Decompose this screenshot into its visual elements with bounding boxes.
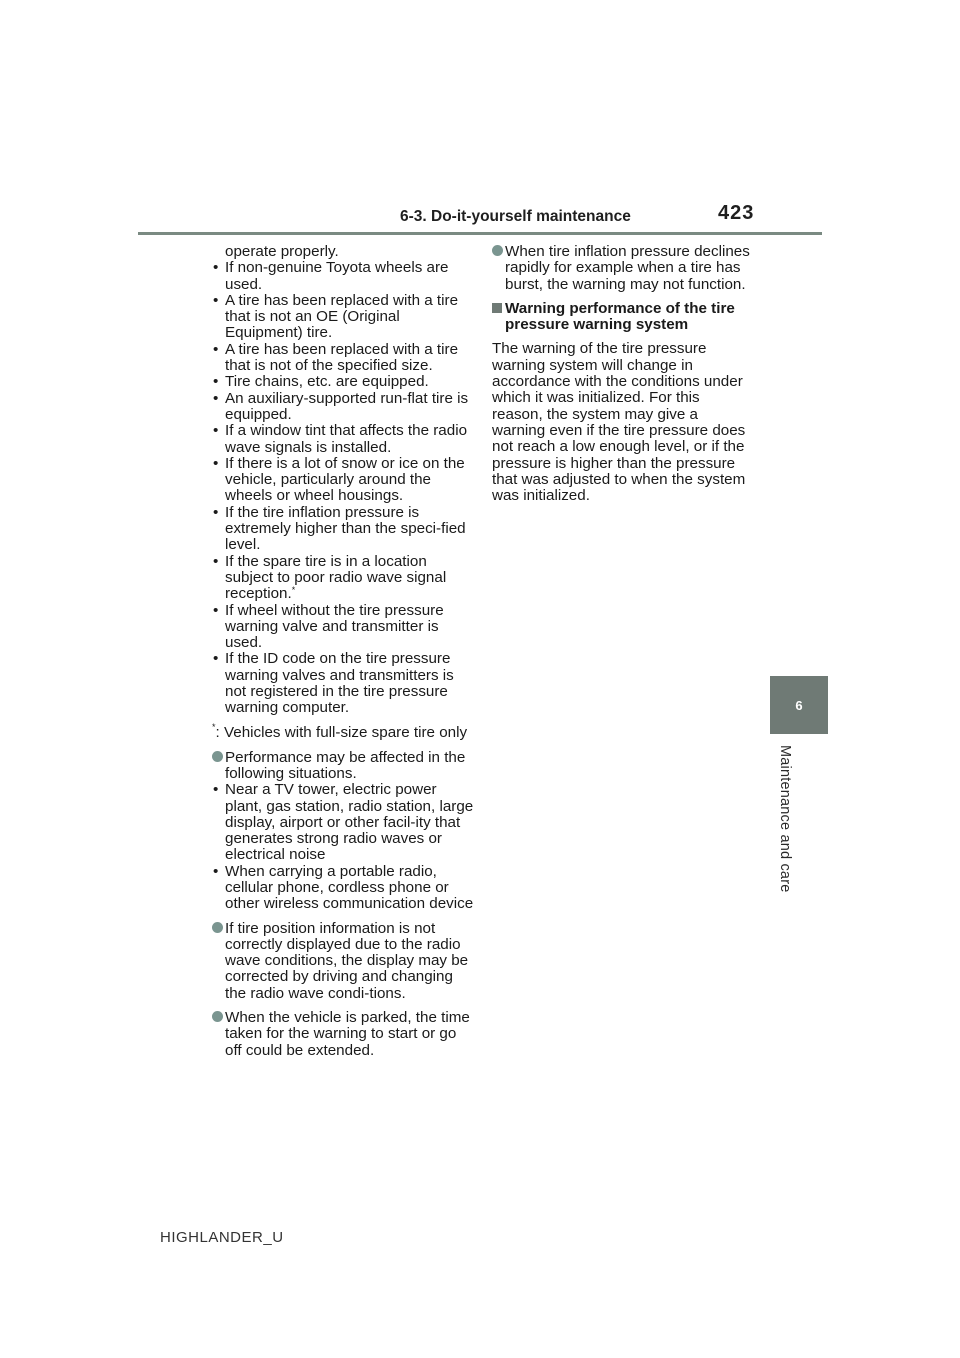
page-number: 423	[718, 202, 755, 224]
right-column	[492, 244, 754, 504]
circle-bullet-icon	[492, 245, 503, 256]
circle-bullet-icon	[212, 922, 223, 933]
note-item: Performance may be affected in the following situations. • Near a TV tower, electric power plant, gas station, radio station, large display, airport or other facil-ity that generates strong radio waves or electrical noise • When carrying a portable radio, cellular phone, cordless phone or other wireless communication device	[212, 750, 476, 913]
list-item: • If the ID code on the tire pressure warning valves and transmitters is not registered in the tire pressure warning computer.	[213, 650, 454, 717]
list-item: • If there is a lot of snow or ice on the vehicle, particularly around the wheels or wheel housings.	[213, 454, 465, 505]
list-item: • A tire has been replaced with a tire that is not an OE (Original Equipment) tire.	[213, 291, 459, 342]
footer-model: HIGHLANDER_U	[160, 1229, 284, 1246]
continued-text: operate properly.	[225, 243, 339, 260]
footnote-mark: *	[212, 721, 216, 732]
note-item: When the vehicle is parked, the time taken for the warning to start or go off could be extended.	[212, 1010, 476, 1059]
list-item: • If non-genuine Toyota wheels are used.	[213, 259, 449, 293]
footnote: *: Vehicles with full-size spare tire only	[212, 721, 468, 741]
list-item: • If the spare tire is in a location subject to poor radio wave signal reception.*	[213, 552, 447, 603]
section-title: 6-3. Do-it-yourself maintenance	[400, 208, 631, 225]
list-item: • Near a TV tower, electric power plant, gas station, radio station, large display, airport or other facil-ity that generates strong radio waves or electrical noise	[213, 781, 474, 864]
note-item: If tire position information is not correctly displayed due to the radio wave conditions, the display may be corrected by driving and changing the radio wave condi-tions.	[212, 921, 476, 1002]
chapter-label: Maintenance and care	[777, 745, 793, 893]
header-divider	[138, 232, 822, 235]
footnote-marker: *	[291, 585, 296, 596]
list-item: • If wheel without the tire pressure warning valve and transmitter is used.	[213, 601, 444, 652]
left-column	[212, 244, 476, 1059]
list-item: • If the tire inflation pressure is extremely higher than the speci-fied level.	[213, 503, 466, 554]
list-item: • If a window tint that affects the radio wave signals is installed.	[213, 422, 468, 456]
circle-bullet-icon	[212, 751, 223, 762]
square-bullet-icon	[492, 303, 502, 313]
chapter-tab[interactable]	[770, 676, 828, 734]
circle-bullet-icon	[212, 1011, 223, 1022]
body-paragraph: The warning of the tire pressure warning system will change in accordance with the conditions under which it was initialized. For this reason, the system may give a warning even if the tire pressure does not reach a low enough level, or if the pressure is higher than the pressure that was adjusted to when the system was initialized.	[492, 340, 746, 505]
list-item: • A tire has been replaced with a tire that is not of the specified size.	[213, 340, 459, 375]
list-item: • When carrying a portable radio, cellular phone, cordless phone or other wireless communication device	[213, 862, 474, 913]
subheading: Warning performance of the tire pressure warning system	[492, 301, 754, 334]
list-item: • Tire chains, etc. are equipped.	[213, 373, 429, 391]
chapter-number: 6	[795, 697, 803, 713]
list-item: • An auxiliary-supported run-flat tire is equipped.	[213, 389, 469, 423]
note-item: When tire inflation pressure declines rapidly for example when a tire has burst, the warning may not function.	[492, 244, 754, 293]
